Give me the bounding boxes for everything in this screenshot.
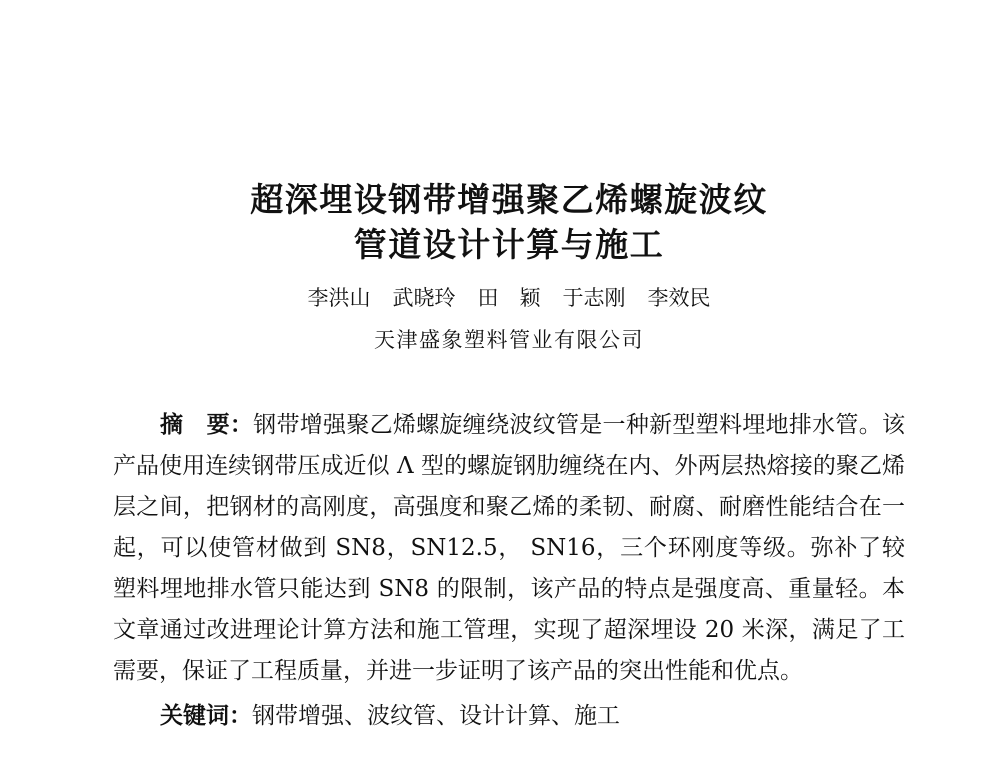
paper-title-line-1: 超深埋设钢带增强聚乙烯螺旋波纹 (250, 180, 768, 219)
paper-title-line-2: 管道设计计算与施工 (353, 225, 665, 264)
abstract-line: 塑料埋地排水管只能达到 SN8 的限制，该产品的特点是强度高、重量轻。本 (113, 576, 905, 602)
author-name: 李效民 (647, 286, 711, 310)
author-name: 武晓玲 (392, 286, 456, 310)
abstract-line: 层之间，把钢材的高刚度，高强度和聚乙烯的柔韧、耐腐、耐磨性能结合在一 (113, 494, 905, 520)
abstract-text: 钢带增强聚乙烯螺旋缠绕波纹管是一种新型塑料埋地排水管。该 (253, 412, 905, 438)
abstract-label: 摘 要： (160, 412, 254, 438)
abstract-block (113, 405, 905, 692)
author-list (113, 284, 905, 312)
keywords-label: 关键词： (160, 703, 252, 729)
abstract-line: 文章通过改进理论计算方法和施工管理，实现了超深埋设 20 米深，满足了工 (113, 617, 905, 643)
keywords-text: 钢带增强、波纹管、设计计算、施工 (252, 703, 620, 729)
author-affiliation: 天津盛象塑料管业有限公司 (374, 328, 644, 352)
keywords-line (160, 696, 905, 736)
abstract-line: 起，可以使管材做到 SN8，SN12.5， SN16，三个环刚度等级。弥补了较 (113, 535, 905, 561)
abstract-line (113, 405, 905, 446)
abstract-line: 产品使用连续钢带压成近似 Λ 型的螺旋钢肋缠绕在内、外两层热熔接的聚乙烯 (113, 453, 905, 479)
author-name: 田 颖 (477, 286, 541, 310)
author-name: 李洪山 (307, 286, 371, 310)
abstract-line: 需要，保证了工程质量，并进一步证明了该产品的突出性能和优点。 (113, 658, 803, 684)
author-name: 于志刚 (562, 286, 626, 310)
